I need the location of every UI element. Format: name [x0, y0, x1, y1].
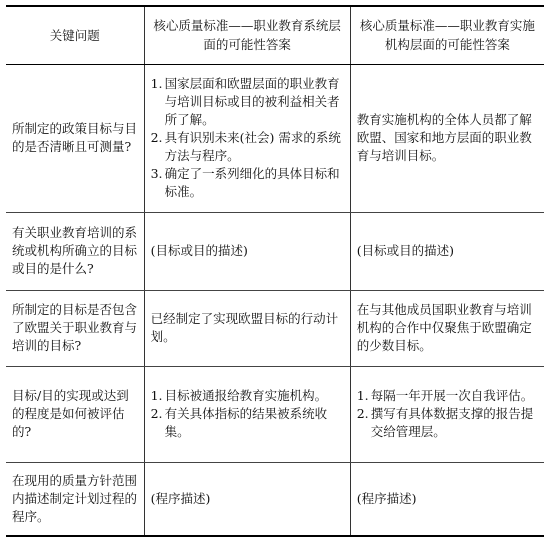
list-item-text: 撰写有具体数据支撑的报告提交给管理层。: [370, 406, 534, 439]
list-item-text: 国家层面和欧盟层面的职业教育与培训目标或目的被利益相关者所了解。: [164, 76, 340, 127]
table-row: [6, 212, 544, 290]
table-row: [6, 64, 544, 212]
row-system-answer: [144, 64, 350, 212]
row-system-answer: 已经制定了实现欧盟目标的行动计划。: [144, 290, 350, 366]
row-question: 有关职业教育培训的系统或机构所确立的目标或目的是什么?: [6, 212, 144, 290]
table-row: [6, 366, 544, 462]
list-item-text: 有关具体指标的结果被系统收集。: [164, 406, 328, 439]
header-system-level: 核心质量标准——职业教育系统层面的可能性答案: [144, 6, 350, 64]
list-item-number: 3.: [150, 166, 163, 181]
list-item: [357, 405, 538, 441]
list-item: [151, 75, 344, 129]
row-provider-answer: (程序描述): [350, 462, 544, 536]
list-item-number: 2.: [150, 130, 163, 145]
header-provider-level: 核心质量标准——职业教育实施机构层面的可能性答案: [350, 6, 544, 64]
row-provider-answer: (目标或目的描述): [350, 212, 544, 290]
list-item-number: 2.: [150, 406, 163, 421]
list-item: [151, 405, 344, 441]
row-question: 所制定的政策目标与目的是否清晰且可测量?: [6, 64, 144, 212]
list-item: [151, 129, 344, 165]
list-item: [151, 387, 344, 405]
list-item-number: 1.: [356, 388, 369, 403]
row-question: 所制定的目标是否包含了欧盟关于职业教育与培训的目标?: [6, 290, 144, 366]
row-provider-answer: 教育实施机构的全体人员都了解欧盟、国家和地方层面的职业教育与培训目标。: [350, 64, 544, 212]
row-system-answer: (程序描述): [144, 462, 350, 536]
row-provider-answer: 在与其他成员国职业教育与培训机构的合作中仅聚焦于欧盟确定的少数目标。: [350, 290, 544, 366]
row-question: 在现用的质量方针范围内描述制定计划过程的程序。: [6, 462, 144, 536]
table-row: [6, 462, 544, 536]
system-answer-list: [151, 75, 344, 201]
list-item-text: 每隔一年开展一次自我评估。: [370, 388, 534, 403]
system-answer-list: [151, 387, 344, 441]
list-item-number: 2.: [356, 406, 369, 421]
list-item-text: 目标被通报给教育实施机构。: [164, 388, 328, 403]
row-system-answer: (目标或目的描述): [144, 212, 350, 290]
row-provider-answer: [350, 366, 544, 462]
row-question: 目标/目的实现或达到的程度是如何被评估的?: [6, 366, 144, 462]
list-item-text: 具有识别未来(社会) 需求的系统方法与程序。: [164, 130, 341, 163]
list-item-text: 确定了一系列细化的具体目标和标准。: [164, 166, 340, 199]
table-row: [6, 290, 544, 366]
list-item-number: 1.: [150, 76, 163, 91]
provider-answer-list: [357, 387, 538, 441]
list-item: [151, 165, 344, 201]
list-item-number: 1.: [150, 388, 163, 403]
list-item: [357, 387, 538, 405]
table-header-row: [6, 6, 544, 64]
header-key-question: 关键问题: [6, 6, 144, 64]
quality-criteria-table: [6, 5, 544, 537]
row-system-answer: [144, 366, 350, 462]
